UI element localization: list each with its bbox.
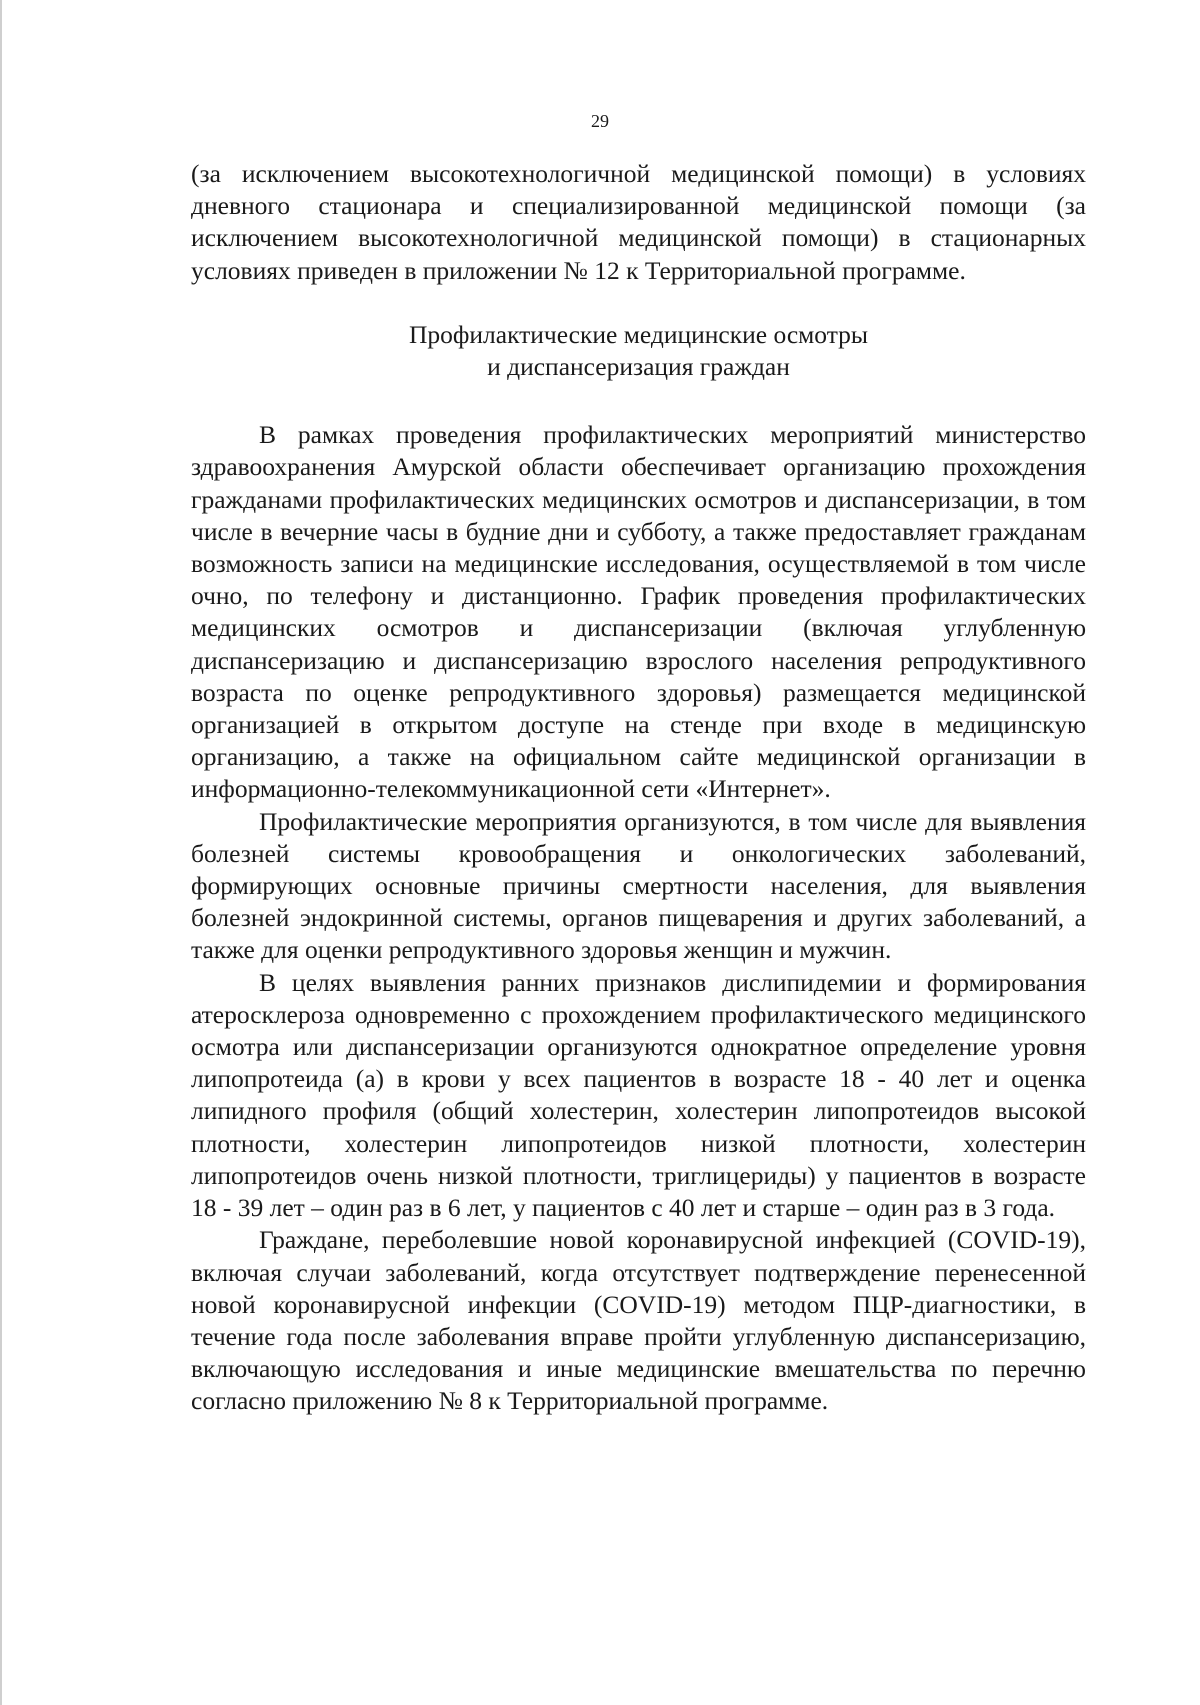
intro-paragraph: (за исключением высокотехнологичной медицинской помощи) в условиях дневного стационара и специализированной медицинской помощи (за исключением высокотехнологичной медицинской помощи) в стационарных условиях приведен в приложении № 12 к Территориальной программе. (191, 159, 1086, 285)
document-body (191, 158, 1086, 1418)
scan-edge (0, 0, 2, 1705)
paragraph-covid-dispensarization: Граждане, переболевшие новой коронавирусной инфекцией (COVID-19), включая случаи заболеваний, когда отсутствует подтверждение перенесенной новой коронавирусной инфекции (COVID-19) методом ПЦР-диагностики, в течение года после заболевания вправе пройти углубленную диспансеризацию, включающую исследования и иные медицинские вмешательства по перечню согласно приложению № 8 к Территориальной программе. (191, 1225, 1086, 1416)
section-heading-line-2: и диспансеризация граждан (487, 352, 790, 382)
paragraph-examinations-organization: В рамках проведения профилактических мероприятий министерство здравоохранения Амурской области обеспечивает организацию прохождения гражданами профилактических медицинских осмотров и диспансеризации, в том числе в вечерние часы в будние дни и субботу, а также предоставляет гражданам возможность записи на медицинские исследования, осуществляемой в том числе очно, по телефону и дистанционно. График проведения профилактических медицинских осмотров и диспансеризации (включая углубленную диспансеризацию и диспансеризацию взрослого населения репродуктивного возраста по оценке репродуктивного здоровья) размещается медицинской организацией в открытом доступе на стенде при входе в медицинскую организацию, а также на официальном сайте медицинской организации в информационно-телекоммуникационной сети «Интернет». (191, 420, 1086, 804)
paragraph-dyslipidemia-screening: В целях выявления ранних признаков дислипидемии и формирования атеросклероза одновременно с прохождением профилактического медицинского осмотра или диспансеризации организуются однократное определение уровня липопротеида (а) в крови у всех пациентов в возрасте 18 - 40 лет и оценка липидного профиля (общий холестерин, холестерин липопротеидов высокой плотности, холестерин липопротеидов низкой плотности, холестерин липопротеидов очень низкой плотности, триглицериды) у пациентов в возрасте 18 - 39 лет – один раз в 6 лет, у пациентов с 40 лет и старше – один раз в 3 года. (191, 967, 1086, 1223)
paragraph-preventive-measures: Профилактические мероприятия организуются, в том числе для выявления болезней системы кровообращения и онкологических заболеваний, формирующих основные причины смертности населения, для выявления болезней эндокринной системы, органов пищеварения и других заболеваний, а также для оценки репродуктивного здоровья женщин и мужчин. (191, 806, 1086, 965)
page-number: 29 (591, 111, 609, 131)
section-heading-line-1: Профилактические медицинские осмотры (408, 319, 869, 349)
section-heading (191, 319, 1086, 383)
